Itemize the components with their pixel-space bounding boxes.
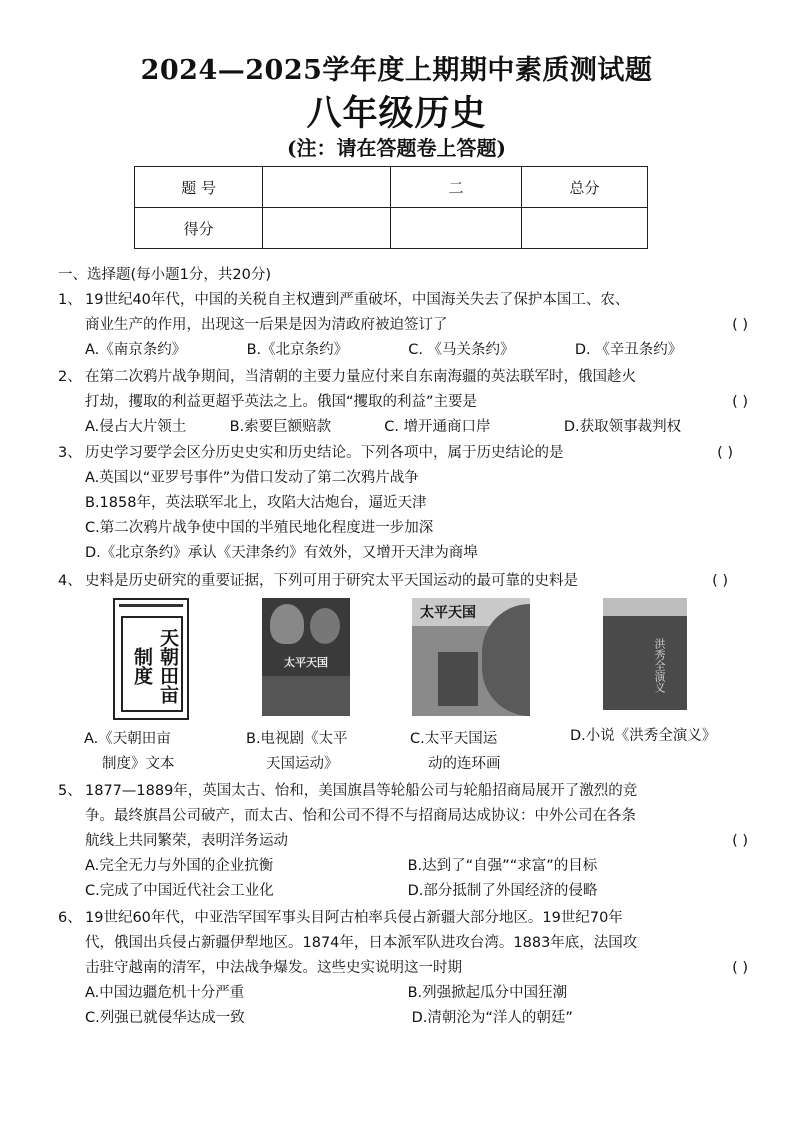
novel-title-text: 洪秀全演义: [653, 638, 666, 693]
answer-blank: ( ): [732, 394, 748, 410]
table-cell: [263, 167, 391, 208]
caption-c: [410, 727, 501, 777]
question-number: 4、: [58, 573, 82, 589]
table-cell: [521, 208, 647, 249]
exam-note: (注：请在答题卷上答题): [287, 136, 506, 160]
book-cover-image: [113, 598, 189, 720]
novel-cover-image: [603, 598, 687, 710]
answer-blank: ( ): [732, 960, 748, 976]
option-b: B.列强掀起瓜分中国狂潮: [407, 985, 568, 1001]
question-text: 19世纪40年代，中国的关税自主权遭到严重破坏，中国海关失去了保护本国工、农、: [85, 292, 630, 308]
answer-blank: ( ): [717, 445, 733, 461]
option-d: D.《北京条约》承认《天津条约》有效外，又增开天津为商埠: [85, 545, 478, 561]
question-text: 1877—1889年，英国太古、怡和，美国旗昌等轮船公司与轮船招商局展开了激烈的竞: [85, 783, 638, 799]
table-row: [135, 167, 648, 208]
option-b: B.1858年，英法联军北上，攻陷大沽炮台，逼近天津: [85, 495, 427, 511]
question-text: 击驻守越南的清军，中法战争爆发。这些史实说明这一时期: [85, 960, 462, 976]
option-a: A.完全无力与外国的企业抗衡: [85, 858, 274, 874]
caption-line: A.《天朝田亩: [84, 731, 171, 747]
option-a: A.侵占大片领土: [85, 419, 187, 435]
question-number: 5、: [58, 783, 82, 799]
table-cell: [263, 208, 391, 249]
question-text: 航线上共同繁荣，表明洋务运动: [85, 833, 288, 849]
question-4: [58, 569, 748, 594]
option-b: B.达到了“自强”“求富”的目标: [407, 858, 598, 874]
exam-subtitle: 八年级历史: [306, 93, 487, 134]
option-d: D.部分抵制了外国经济的侵略: [407, 883, 598, 899]
table-cell: 总分: [521, 167, 647, 208]
poster-title-text: 太平天国: [284, 656, 328, 669]
question-number: 6、: [58, 910, 82, 926]
question-text: 争。最终旗昌公司破产，而太古、怡和公司不得不与招商局达成协议：中外公司在各条: [85, 808, 636, 824]
section-heading: 一、选择题(每小题1分，共20分): [58, 267, 271, 283]
caption-line: B.电视剧《太平: [246, 731, 348, 747]
table-row: [135, 208, 648, 249]
question-5: [58, 779, 748, 904]
option-a: A.《南京条约》: [85, 342, 187, 358]
table-cell: 题 号: [135, 167, 263, 208]
caption-line: D.小说《洪秀全演义》: [570, 728, 717, 744]
comic-title-text: 太平天国: [420, 605, 476, 621]
question-text: 代，俄国出兵侵占新疆伊犁地区。1874年，日本派军队进攻台湾。1883年底，法国攻: [85, 935, 638, 951]
option-a: A.中国边疆危机十分严重: [85, 985, 245, 1001]
question-text: 商业生产的作用，出现这一后果是因为清政府被迫签订了: [85, 317, 448, 333]
option-a: A.英国以“亚罗号事件”为借口发动了第二次鸦片战争: [85, 470, 419, 486]
caption-line: 制度》文本: [102, 756, 175, 772]
tv-drama-poster-image: [262, 598, 350, 716]
comic-strip-image: [412, 598, 530, 716]
caption-line: 动的连环画: [428, 756, 501, 772]
caption-line: 天国运动》: [266, 756, 339, 772]
option-d: D.获取领事裁判权: [563, 419, 682, 435]
caption-d: [570, 724, 716, 749]
score-table: [134, 166, 648, 249]
caption-b: [246, 727, 348, 777]
question-text: 史料是历史研究的重要证据，下列可用于研究太平天国运动的最可靠的史料是: [85, 573, 578, 589]
option-b: B.《北京条约》: [246, 342, 349, 358]
table-cell: [391, 208, 521, 249]
answer-blank: ( ): [712, 573, 728, 589]
option-c: C.完成了中国近代社会工业化: [85, 883, 274, 899]
caption-a: [84, 727, 175, 777]
answer-blank: ( ): [732, 833, 748, 849]
table-cell: 二: [391, 167, 521, 208]
question-text: 历史学习要学会区分历史史实和历史结论。下列各项中，属于历史结论的是: [85, 445, 564, 461]
option-b: B.索要巨额赔款: [229, 419, 332, 435]
option-c: C. 增开通商口岸: [384, 419, 491, 435]
question-6: [58, 906, 748, 1031]
question-1: [58, 288, 748, 363]
question-text: 在第二次鸦片战争期间，当清朝的主要力量应付来自东南海疆的英法联军时，俄国趁火: [85, 369, 636, 385]
question-2: [58, 365, 748, 440]
option-d: D. 《辛丑条约》: [574, 342, 683, 358]
table-cell: 得分: [135, 208, 263, 249]
book-title-text: 天朝田亩制度: [121, 616, 183, 712]
answer-blank: ( ): [732, 317, 748, 333]
option-c: C.第二次鸦片战争使中国的半殖民地化程度进一步加深: [85, 520, 434, 536]
question-text: 19世纪60年代，中亚浩罕国军事头目阿古柏率兵侵占新疆大部分地区。19世纪70年: [85, 910, 623, 926]
question-number: 3、: [58, 445, 82, 461]
question-3: [58, 441, 748, 566]
option-d: D.清朝沦为“洋人的朝廷”: [411, 1010, 573, 1026]
question-number: 2、: [58, 369, 82, 385]
caption-line: C.太平天国运: [410, 731, 498, 747]
question-number: 1、: [58, 292, 82, 308]
question-text: 打劫，攫取的利益更超乎英法之上。俄国“攫取的利益”主要是: [85, 394, 478, 410]
option-c: C. 《马关条约》: [408, 342, 515, 358]
exam-title: 2024—2025学年度上期期中素质测试题: [140, 55, 653, 86]
option-c: C.列强已就侵华达成一致: [85, 1010, 245, 1026]
